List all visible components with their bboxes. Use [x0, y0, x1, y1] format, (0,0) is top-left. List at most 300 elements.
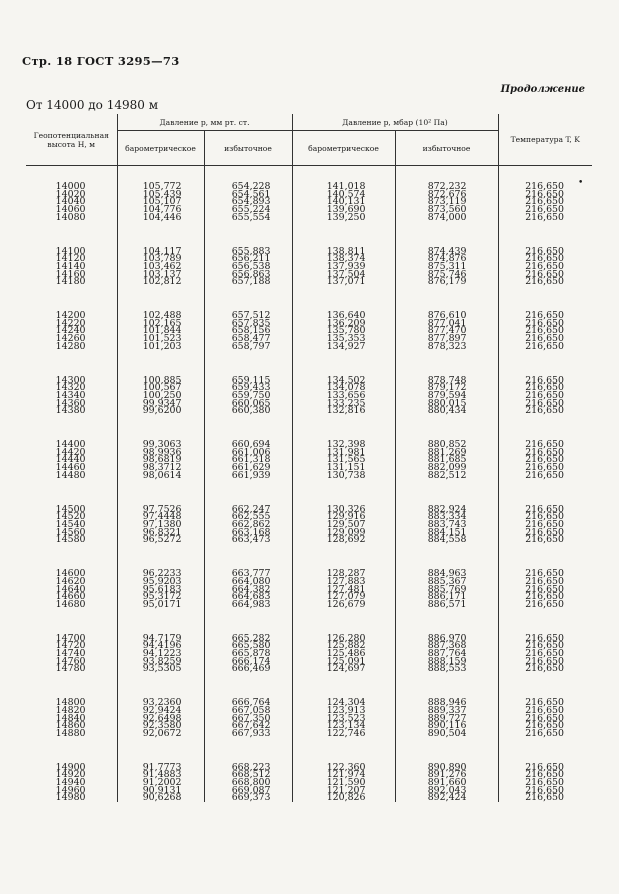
- cell-baro-mm: 94,4196: [117, 642, 204, 650]
- cell-excess-mm: 662,862: [204, 521, 292, 529]
- cell-excess-mm: 664,683: [204, 593, 292, 601]
- cell-excess-mm: 655,224: [204, 206, 292, 214]
- table-row: [26, 794, 592, 802]
- cell-temp: 216,650: [498, 166, 592, 191]
- cell-height: 14320: [55, 382, 86, 394]
- cell-excess-mbar: 891,276: [395, 771, 498, 779]
- cell-excess-mbar: 881,269: [395, 449, 498, 457]
- cell-temp: 216,650: [498, 206, 592, 214]
- cell-baro-mbar: 140,574: [292, 191, 395, 199]
- cell-baro-mm: 93,2360: [117, 673, 204, 707]
- table-row: [26, 730, 592, 738]
- cell-height: 14620: [55, 575, 86, 587]
- table-row: [26, 480, 592, 514]
- cell-baro-mm: 100,250: [117, 392, 204, 400]
- cell-height: 14180: [55, 276, 86, 288]
- cell-baro-mm: 105,439: [117, 191, 204, 199]
- cell-height: 14600: [55, 568, 86, 580]
- cell-baro-mm: 99,3063: [117, 415, 204, 449]
- cell-baro-mbar: 135,353: [292, 335, 395, 343]
- page-header: Стр. 18 ГОСТ 3295—73: [22, 54, 180, 68]
- cell-excess-mm: 657,512: [204, 286, 292, 320]
- cell-height: 14520: [55, 511, 86, 523]
- cell-excess-mm: 655,554: [204, 214, 292, 222]
- cell-baro-mbar: 123,134: [292, 722, 395, 730]
- cell-excess-mbar: 888,946: [395, 673, 498, 707]
- cell-temp: 216,650: [498, 480, 592, 514]
- cell-height: 14420: [55, 446, 86, 458]
- table-row: [26, 665, 592, 673]
- cell-height: 14120: [55, 253, 86, 265]
- cell-height: 14040: [55, 196, 86, 208]
- cell-temp: 216,650: [498, 529, 592, 537]
- cell-baro-mbar: 134,078: [292, 384, 395, 392]
- cell-baro-mm: 105,107: [117, 198, 204, 206]
- cell-temp: 216,650: [498, 464, 592, 472]
- cell-height: 14860: [55, 720, 86, 732]
- table-row: [26, 578, 592, 586]
- cell-baro-mbar: 137,939: [292, 263, 395, 271]
- table-row: [26, 544, 592, 578]
- cell-height: 14020: [55, 188, 86, 200]
- cell-excess-mbar: 890,504: [395, 730, 498, 738]
- table-row: [26, 738, 592, 772]
- cell-baro-mm: 93,5305: [117, 665, 204, 673]
- cell-temp: 216,650: [498, 586, 592, 594]
- cell-excess-mm: 662,555: [204, 513, 292, 521]
- cell-temp: 216,650: [498, 415, 592, 449]
- cell-excess-mbar: 890,890: [395, 738, 498, 772]
- cell-height: 14100: [55, 245, 86, 257]
- table-row: [26, 449, 592, 457]
- table-row: [26, 320, 592, 328]
- cell-excess-mm: 664,080: [204, 578, 292, 586]
- cell-excess-mm: 665,580: [204, 642, 292, 650]
- cell-height: 14360: [55, 397, 86, 409]
- cell-baro-mm: 105,772: [117, 166, 204, 191]
- cell-temp: 216,650: [498, 544, 592, 578]
- cell-excess-mm: 664,382: [204, 586, 292, 594]
- cell-baro-mm: 96,2233: [117, 544, 204, 578]
- cell-baro-mbar: 132,398: [292, 415, 395, 449]
- cell-temp: 216,650: [498, 271, 592, 279]
- cell-baro-mm: 101,523: [117, 335, 204, 343]
- table-row: [26, 206, 592, 214]
- table-row: [26, 343, 592, 351]
- cell-excess-mm: 666,469: [204, 665, 292, 673]
- table-row: [26, 650, 592, 658]
- cell-excess-mm: 666,174: [204, 658, 292, 666]
- cell-height: 14380: [55, 405, 86, 417]
- cell-excess-mbar: 888,159: [395, 658, 498, 666]
- cell-baro-mbar: 124,697: [292, 665, 395, 673]
- cell-baro-mbar: 125,486: [292, 650, 395, 658]
- cell-temp: 216,650: [498, 650, 592, 658]
- cell-baro-mm: 103,789: [117, 255, 204, 263]
- cell-baro-mm: 98,6819: [117, 456, 204, 464]
- cell-excess-mm: 669,373: [204, 794, 292, 802]
- cell-temp: 216,650: [498, 456, 592, 464]
- table-row: [26, 214, 592, 222]
- cell-temp: 216,650: [498, 673, 592, 707]
- cell-excess-mm: 660,380: [204, 407, 292, 415]
- cell-baro-mm: 93,8259: [117, 658, 204, 666]
- cell-baro-mm: 91,4883: [117, 771, 204, 779]
- cell-excess-mm: 664,983: [204, 601, 292, 609]
- cell-baro-mbar: 140,131: [292, 198, 395, 206]
- cell-temp: 216,650: [498, 472, 592, 480]
- cell-excess-mbar: 886,970: [395, 609, 498, 643]
- cell-excess-mbar: 877,897: [395, 335, 498, 343]
- cell-excess-mm: 660,694: [204, 415, 292, 449]
- cell-baro-mm: 90,9131: [117, 787, 204, 795]
- cell-baro-mm: 103,137: [117, 271, 204, 279]
- cell-baro-mm: 96,5272: [117, 536, 204, 544]
- sub-baro-mm: барометрическое: [117, 131, 204, 166]
- table-row: [26, 351, 592, 385]
- table-row: [26, 191, 592, 199]
- cell-baro-mbar: 125,091: [292, 658, 395, 666]
- cell-excess-mm: 669,087: [204, 787, 292, 795]
- table-row: [26, 787, 592, 795]
- cell-baro-mm: 95,6183: [117, 586, 204, 594]
- cell-excess-mbar: 887,764: [395, 650, 498, 658]
- cell-height: 14280: [55, 340, 86, 352]
- cell-baro-mm: 91,7773: [117, 738, 204, 772]
- table-row: [26, 456, 592, 464]
- cell-temp: 216,650: [498, 351, 592, 385]
- col-height-header: Геопотенциальная высота H, м: [26, 114, 117, 166]
- cell-excess-mm: 666,764: [204, 673, 292, 707]
- sub-excess-mm: избыточное: [204, 131, 292, 166]
- cell-baro-mbar: 130,738: [292, 472, 395, 480]
- cell-excess-mbar: 874,439: [395, 222, 498, 256]
- cell-excess-mbar: 891,660: [395, 779, 498, 787]
- cell-excess-mm: 661,939: [204, 472, 292, 480]
- cell-excess-mbar: 879,172: [395, 384, 498, 392]
- cell-excess-mbar: 874,876: [395, 255, 498, 263]
- table-row: [26, 198, 592, 206]
- cell-excess-mm: 654,561: [204, 191, 292, 199]
- cell-baro-mbar: 131,981: [292, 449, 395, 457]
- cell-baro-mbar: 127,079: [292, 593, 395, 601]
- cell-baro-mm: 102,165: [117, 320, 204, 328]
- cell-excess-mbar: 875,311: [395, 263, 498, 271]
- cell-baro-mm: 104,117: [117, 222, 204, 256]
- cell-height: 14440: [55, 454, 86, 466]
- cell-baro-mbar: 120,826: [292, 794, 395, 802]
- cell-baro-mm: 104,446: [117, 214, 204, 222]
- cell-temp: 216,650: [498, 384, 592, 392]
- cell-baro-mbar: 126,679: [292, 601, 395, 609]
- cell-temp: 216,650: [498, 263, 592, 271]
- cell-height: 14780: [55, 663, 86, 675]
- cell-height: 14980: [55, 792, 86, 804]
- cell-temp: 216,650: [498, 665, 592, 673]
- cell-excess-mbar: 877,041: [395, 320, 498, 328]
- table-row: [26, 271, 592, 279]
- cell-baro-mbar: 131,151: [292, 464, 395, 472]
- cell-excess-mbar: 882,924: [395, 480, 498, 514]
- cell-excess-mm: 665,282: [204, 609, 292, 643]
- cell-baro-mm: 98,0614: [117, 472, 204, 480]
- cell-excess-mbar: 876,610: [395, 286, 498, 320]
- cell-height: 14220: [55, 317, 86, 329]
- table-row: [26, 392, 592, 400]
- cell-excess-mm: 668,512: [204, 771, 292, 779]
- table-row: [26, 222, 592, 256]
- sub-excess-mbar: избыточное: [395, 131, 498, 166]
- cell-temp: 216,650: [498, 449, 592, 457]
- cell-baro-mbar: 135,780: [292, 327, 395, 335]
- cell-baro-mbar: 136,209: [292, 320, 395, 328]
- cell-height: 14740: [55, 648, 86, 660]
- cell-excess-mm: 654,228: [204, 166, 292, 191]
- cell-excess-mbar: 873,119: [395, 198, 498, 206]
- cell-excess-mbar: 886,571: [395, 601, 498, 609]
- cell-excess-mbar: 889,727: [395, 715, 498, 723]
- cell-excess-mbar: 885,769: [395, 586, 498, 594]
- group-mbar-header: Давление p, мбар (10² Па): [292, 114, 498, 131]
- cell-excess-mbar: 880,015: [395, 400, 498, 408]
- cell-excess-mbar: 873,560: [395, 206, 498, 214]
- cell-height: 14560: [55, 526, 86, 538]
- table-row: [26, 593, 592, 601]
- cell-temp: 216,650: [498, 222, 592, 256]
- cell-temp: 216,650: [498, 771, 592, 779]
- cell-height: 14660: [55, 591, 86, 603]
- group-mm-header: Давление p, мм рт. ст.: [117, 114, 292, 131]
- cell-excess-mbar: 878,748: [395, 351, 498, 385]
- cell-baro-mm: 95,9203: [117, 578, 204, 586]
- cell-temp: 216,650: [498, 578, 592, 586]
- table-row: [26, 415, 592, 449]
- cell-temp: 216,650: [498, 738, 592, 772]
- cell-baro-mm: 100,567: [117, 384, 204, 392]
- cell-baro-mbar: 124,304: [292, 673, 395, 707]
- table-row: [26, 779, 592, 787]
- cell-baro-mbar: 128,287: [292, 544, 395, 578]
- cell-height: 14500: [55, 503, 86, 515]
- cell-temp: 216,650: [498, 794, 592, 802]
- cell-excess-mbar: 886,171: [395, 593, 498, 601]
- cell-baro-mm: 102,812: [117, 278, 204, 286]
- cell-baro-mm: 96,8321: [117, 529, 204, 537]
- table-row: [26, 472, 592, 480]
- table-row: [26, 642, 592, 650]
- cell-baro-mm: 99,9347: [117, 400, 204, 408]
- table-row: [26, 166, 592, 191]
- cell-height: 14900: [55, 761, 86, 773]
- cell-temp: 216,650: [498, 642, 592, 650]
- cell-height: 14760: [55, 655, 86, 667]
- cell-excess-mbar: 884,963: [395, 544, 498, 578]
- table-row: [26, 609, 592, 643]
- cell-excess-mbar: 884,558: [395, 536, 498, 544]
- cell-excess-mm: 658,797: [204, 343, 292, 351]
- cell-baro-mbar: 129,507: [292, 521, 395, 529]
- cell-baro-mbar: 127,481: [292, 586, 395, 594]
- cell-height: 14160: [55, 268, 86, 280]
- cell-excess-mm: 659,115: [204, 351, 292, 385]
- cell-baro-mbar: 130,326: [292, 480, 395, 514]
- cell-height: 14580: [55, 534, 86, 546]
- cell-baro-mm: 92,9424: [117, 707, 204, 715]
- cell-baro-mm: 92,0672: [117, 730, 204, 738]
- cell-height: 14240: [55, 325, 86, 337]
- cell-excess-mm: 663,473: [204, 536, 292, 544]
- cell-baro-mbar: 133,656: [292, 392, 395, 400]
- cell-height: 14920: [55, 769, 86, 781]
- cell-height: 14080: [55, 211, 86, 223]
- cell-baro-mbar: 131,565: [292, 456, 395, 464]
- pressure-table: [26, 114, 592, 802]
- cell-height: 14140: [55, 260, 86, 272]
- cell-baro-mbar: 136,640: [292, 286, 395, 320]
- cell-excess-mm: 659,750: [204, 392, 292, 400]
- cell-temp: 216,650: [498, 335, 592, 343]
- table-row: [26, 722, 592, 730]
- cell-height: 14720: [55, 640, 86, 652]
- cell-baro-mbar: 139,690: [292, 206, 395, 214]
- cell-height: 14820: [55, 704, 86, 716]
- cell-baro-mbar: 137,071: [292, 278, 395, 286]
- cell-temp: 216,650: [498, 722, 592, 730]
- cell-excess-mbar: 884,151: [395, 529, 498, 537]
- cell-excess-mbar: 882,099: [395, 464, 498, 472]
- table-row: [26, 263, 592, 271]
- cell-excess-mbar: 882,512: [395, 472, 498, 480]
- cell-excess-mbar: 877,470: [395, 327, 498, 335]
- cell-excess-mbar: 872,676: [395, 191, 498, 199]
- table-row: [26, 536, 592, 544]
- cell-temp: 216,650: [498, 787, 592, 795]
- cell-excess-mm: 668,223: [204, 738, 292, 772]
- cell-baro-mm: 101,203: [117, 343, 204, 351]
- cell-temp: 216,650: [498, 286, 592, 320]
- cell-temp: 216,650: [498, 255, 592, 263]
- cell-baro-mm: 104,776: [117, 206, 204, 214]
- cell-excess-mm: 659,433: [204, 384, 292, 392]
- cell-excess-mbar: 892,043: [395, 787, 498, 795]
- cell-baro-mbar: 134,502: [292, 351, 395, 385]
- cell-baro-mbar: 121,974: [292, 771, 395, 779]
- table-row: [26, 286, 592, 320]
- cell-excess-mbar: 883,743: [395, 521, 498, 529]
- cell-excess-mm: 658,156: [204, 327, 292, 335]
- cell-baro-mm: 94,1223: [117, 650, 204, 658]
- cell-baro-mbar: 138,811: [292, 222, 395, 256]
- cell-temp: 216,650: [498, 392, 592, 400]
- table-row: [26, 278, 592, 286]
- cell-excess-mbar: 885,367: [395, 578, 498, 586]
- cell-excess-mm: 656,211: [204, 255, 292, 263]
- cell-baro-mm: 99,6200: [117, 407, 204, 415]
- cell-baro-mbar: 125,882: [292, 642, 395, 650]
- cell-temp: 216,650: [498, 730, 592, 738]
- cell-height: 14880: [55, 727, 86, 739]
- cell-excess-mbar: 872,232: [395, 166, 498, 191]
- cell-temp: 216,650: [498, 278, 592, 286]
- cell-height: 14940: [55, 777, 86, 789]
- table-row: [26, 707, 592, 715]
- cell-temp: 216,650: [498, 658, 592, 666]
- cell-excess-mbar: 880,852: [395, 415, 498, 449]
- table-row: [26, 384, 592, 392]
- table-row: [26, 586, 592, 594]
- cell-baro-mbar: 126,280: [292, 609, 395, 643]
- cell-height: 14060: [55, 204, 86, 216]
- cell-baro-mbar: 129,916: [292, 513, 395, 521]
- table-body: [26, 166, 592, 803]
- cell-baro-mbar: 121,590: [292, 779, 395, 787]
- cell-height: 14800: [55, 697, 86, 709]
- cell-height: 14260: [55, 333, 86, 345]
- cell-baro-mbar: 141,018: [292, 166, 395, 191]
- table-row: [26, 513, 592, 521]
- cell-baro-mm: 92,3580: [117, 722, 204, 730]
- cell-excess-mbar: 889,337: [395, 707, 498, 715]
- cell-excess-mm: 657,188: [204, 278, 292, 286]
- cell-temp: 216,650: [498, 521, 592, 529]
- cell-excess-mm: 667,350: [204, 715, 292, 723]
- cell-temp: 216,650: [498, 191, 592, 199]
- table-row: [26, 400, 592, 408]
- table-row: [26, 464, 592, 472]
- cell-temp: 216,650: [498, 400, 592, 408]
- table-row: [26, 327, 592, 335]
- cell-height: 14540: [55, 518, 86, 530]
- cell-baro-mbar: 122,746: [292, 730, 395, 738]
- cell-excess-mm: 655,883: [204, 222, 292, 256]
- cell-temp: 216,650: [498, 707, 592, 715]
- col-temp-header: Температура T, K: [498, 114, 592, 166]
- cell-excess-mbar: 879,594: [395, 392, 498, 400]
- cell-height: 14480: [55, 469, 86, 481]
- cell-temp: 216,650: [498, 198, 592, 206]
- cell-baro-mbar: 123,523: [292, 715, 395, 723]
- cell-excess-mm: 661,006: [204, 449, 292, 457]
- cell-baro-mbar: 129,099: [292, 529, 395, 537]
- cell-height: 14460: [55, 462, 86, 474]
- cell-baro-mm: 92,6498: [117, 715, 204, 723]
- cell-temp: 216,650: [498, 601, 592, 609]
- cell-temp: 216,650: [498, 593, 592, 601]
- cell-height: 14840: [55, 712, 86, 724]
- cell-height: 14340: [55, 389, 86, 401]
- cell-height: 14960: [55, 784, 86, 796]
- cell-temp: 216,650: [498, 407, 592, 415]
- cell-height: 14680: [55, 598, 86, 610]
- cell-baro-mm: 97,4448: [117, 513, 204, 521]
- cell-height: 14200: [55, 310, 86, 322]
- cell-baro-mbar: 134,927: [292, 343, 395, 351]
- cell-excess-mbar: 887,368: [395, 642, 498, 650]
- cell-excess-mm: 657,835: [204, 320, 292, 328]
- cell-baro-mbar: 132,816: [292, 407, 395, 415]
- cell-excess-mm: 668,800: [204, 779, 292, 787]
- cell-baro-mbar: 137,504: [292, 271, 395, 279]
- cell-height: 14300: [55, 374, 86, 386]
- cell-baro-mm: 98,9936: [117, 449, 204, 457]
- cell-temp: 216,650: [498, 779, 592, 787]
- cell-baro-mm: 95,3172: [117, 593, 204, 601]
- cell-baro-mm: 91,2002: [117, 779, 204, 787]
- table-row: [26, 601, 592, 609]
- continuation-label: Продолжение: [500, 84, 585, 95]
- table-row: [26, 255, 592, 263]
- cell-excess-mm: 658,477: [204, 335, 292, 343]
